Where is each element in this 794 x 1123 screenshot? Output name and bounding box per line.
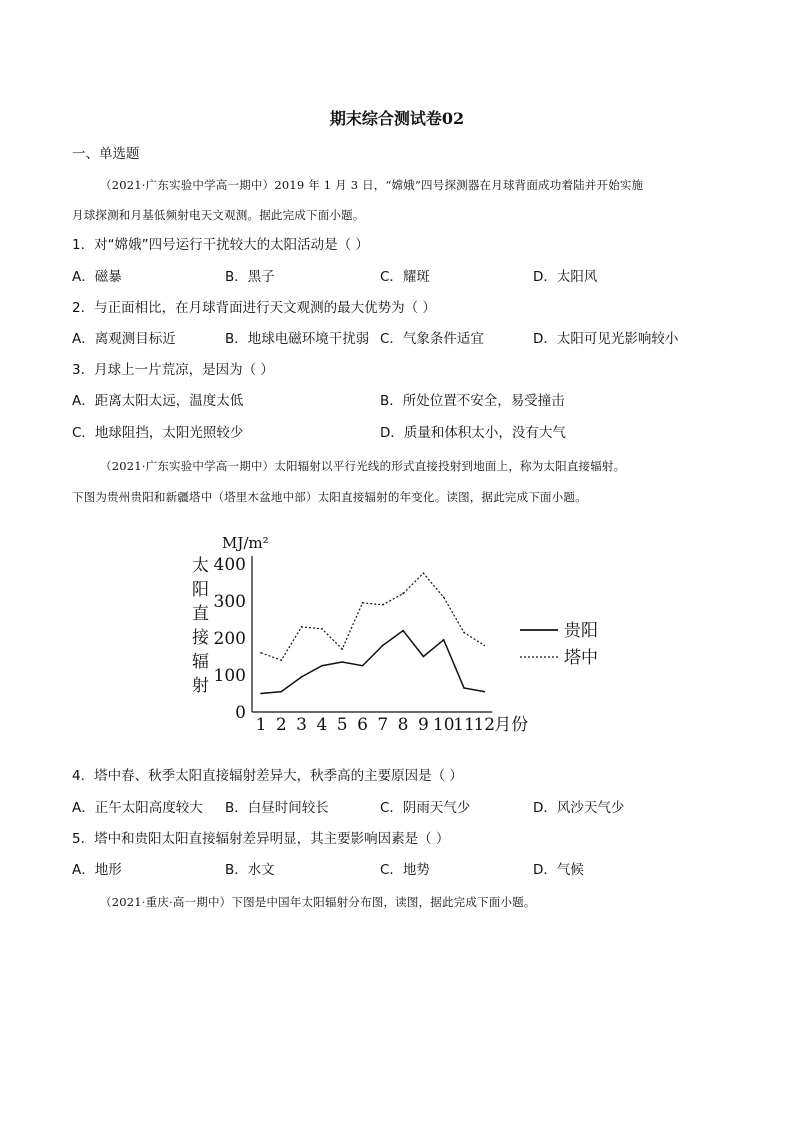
y-tick-label: 100 <box>213 666 246 686</box>
x-tick-label: 2 <box>275 715 287 735</box>
y-axis-title-char: 接 <box>192 628 209 648</box>
series-2-point <box>463 632 465 634</box>
intro-1-line-2: 月球探测和月基低频射电天文观测。据此完成下面小题。 <box>72 208 365 222</box>
y-axis-title-char: 辐 <box>192 652 209 672</box>
question-3-option-c[interactable]: C．地球阻挡，太阳光照较少 <box>72 425 244 441</box>
intro-2-line-1: （2021·广东实验中学高一期中）太阳辐射以平行光线的形式直接投射到地面上，称为太阳直接辐射。 <box>100 459 626 473</box>
series-1-point <box>362 665 364 667</box>
x-tick-label: 5 <box>336 715 348 735</box>
x-tick-label: 1 <box>255 715 267 735</box>
question-3-option-d[interactable]: D．质量和体积太小，没有大气 <box>380 425 566 441</box>
y-axis-title-char: 太 <box>192 556 209 576</box>
series-2-point <box>281 659 283 661</box>
x-tick-label: 6 <box>357 715 368 735</box>
series-1-point <box>382 645 384 647</box>
series-1-point <box>281 691 283 693</box>
question-3-option-b[interactable]: B．所处位置不安全，易受撞击 <box>380 393 565 409</box>
series-2-point <box>321 628 323 630</box>
x-tick-label: 8 <box>397 715 409 735</box>
question-5-option-d[interactable]: D．气候 <box>533 862 584 878</box>
series-1-point <box>423 656 425 658</box>
question-5-stem: 5．塔中和贵阳太阳直接辐射差异明显，其主要影响因素是（ ） <box>72 831 450 847</box>
question-2-stem: 2．与正面相比，在月球背面进行天文观测的最大优势为（ ） <box>72 300 436 316</box>
x-tick-label: 11 <box>453 715 475 735</box>
series-2-point <box>341 648 343 650</box>
y-tick-label: 300 <box>213 592 246 612</box>
x-tick-label: 4 <box>316 715 328 735</box>
x-axis-title: 月份 <box>494 715 529 735</box>
series-2-point <box>484 645 486 647</box>
question-3-stem: 3．月球上一片荒凉，是因为（ ） <box>72 362 274 378</box>
question-5-option-b[interactable]: B．水文 <box>225 862 275 878</box>
x-tick-label: 7 <box>377 715 389 735</box>
question-2-option-a[interactable]: A．离观测目标近 <box>72 331 176 347</box>
question-4-option-b[interactable]: B．白昼时间较长 <box>225 800 329 816</box>
x-tick-label: 3 <box>296 715 308 735</box>
question-1-stem: 1．对“嫦娥”四号运行干扰较大的太阳活动是（ ） <box>72 237 369 253</box>
question-4-option-d[interactable]: D．风沙天气少 <box>533 800 625 816</box>
series-1-point <box>402 630 404 632</box>
series-1-point <box>301 676 303 678</box>
series-line-1 <box>261 631 484 694</box>
series-2-point <box>362 602 364 604</box>
series-1-point <box>443 639 445 641</box>
y-axis-title-char: 直 <box>192 604 209 624</box>
question-5-option-c[interactable]: C．地势 <box>380 862 430 878</box>
series-1-point <box>463 687 465 689</box>
question-4-option-a[interactable]: A．正午太阳高度较大 <box>72 800 203 816</box>
series-1-point <box>321 665 323 667</box>
intro-2-line-2: 下图为贵州贵阳和新疆塔中（塔里木盆地中部）太阳直接辐射的年变化。读图，据此完成下面小题。 <box>72 490 587 504</box>
legend-label-2: 塔中 <box>564 648 598 668</box>
question-5-option-a[interactable]: A．地形 <box>72 862 122 878</box>
page-title: 期末综合测试卷02 <box>329 109 465 128</box>
question-1-option-d[interactable]: D．太阳风 <box>533 269 598 285</box>
y-tick-label: 200 <box>213 629 246 649</box>
question-1-option-a[interactable]: A．磁暴 <box>72 269 122 285</box>
y-unit-label: MJ/m² <box>222 534 269 552</box>
question-2-option-d[interactable]: D．太阳可见光影响较小 <box>533 331 679 347</box>
section-heading: 一、单选题 <box>72 146 140 162</box>
question-4-option-c[interactable]: C．阴雨天气少 <box>380 800 471 816</box>
intro-1-line-1: （2021·广东实验中学高一期中）2019 年 1 月 3 日，“嫦娥”四号探测器在月球背面成功着陆并开始实施 <box>100 178 644 192</box>
series-2-point <box>382 604 384 606</box>
question-1-option-c[interactable]: C．耀斑 <box>380 269 430 285</box>
intro-3-line-1: （2021·重庆·高一期中）下图是中国年太阳辐射分布图，读图，据此完成下面小题。 <box>100 895 536 909</box>
series-1-point <box>484 691 486 693</box>
series-1-point <box>341 661 343 663</box>
series-1-point <box>260 693 262 695</box>
x-tick-label: 12 <box>473 715 496 735</box>
series-2-point <box>423 572 425 574</box>
y-tick-label: 400 <box>213 555 246 575</box>
series-2-point <box>402 593 404 595</box>
series-line-2 <box>261 573 484 660</box>
series-2-point <box>260 652 262 654</box>
series-2-point <box>301 626 303 628</box>
question-2-option-b[interactable]: B．地球电磁环境干扰弱 <box>225 331 370 347</box>
question-1-option-b[interactable]: B．黑子 <box>225 269 275 285</box>
x-tick-label: 9 <box>417 715 429 735</box>
x-tick-label: 10 <box>432 715 455 735</box>
legend-label-1: 贵阳 <box>564 621 598 641</box>
question-2-option-c[interactable]: C．气象条件适宜 <box>380 331 484 347</box>
radiation-line-chart <box>180 525 620 740</box>
y-axis-title-char: 阳 <box>192 580 209 600</box>
question-3-option-a[interactable]: A．距离太阳太远，温度太低 <box>72 393 244 409</box>
series-2-point <box>443 597 445 599</box>
question-4-stem: 4．塔中春、秋季太阳直接辐射差异大，秋季高的主要原因是（ ） <box>72 768 463 784</box>
y-axis-title-char: 射 <box>192 676 209 696</box>
y-tick-label: 0 <box>235 703 246 723</box>
